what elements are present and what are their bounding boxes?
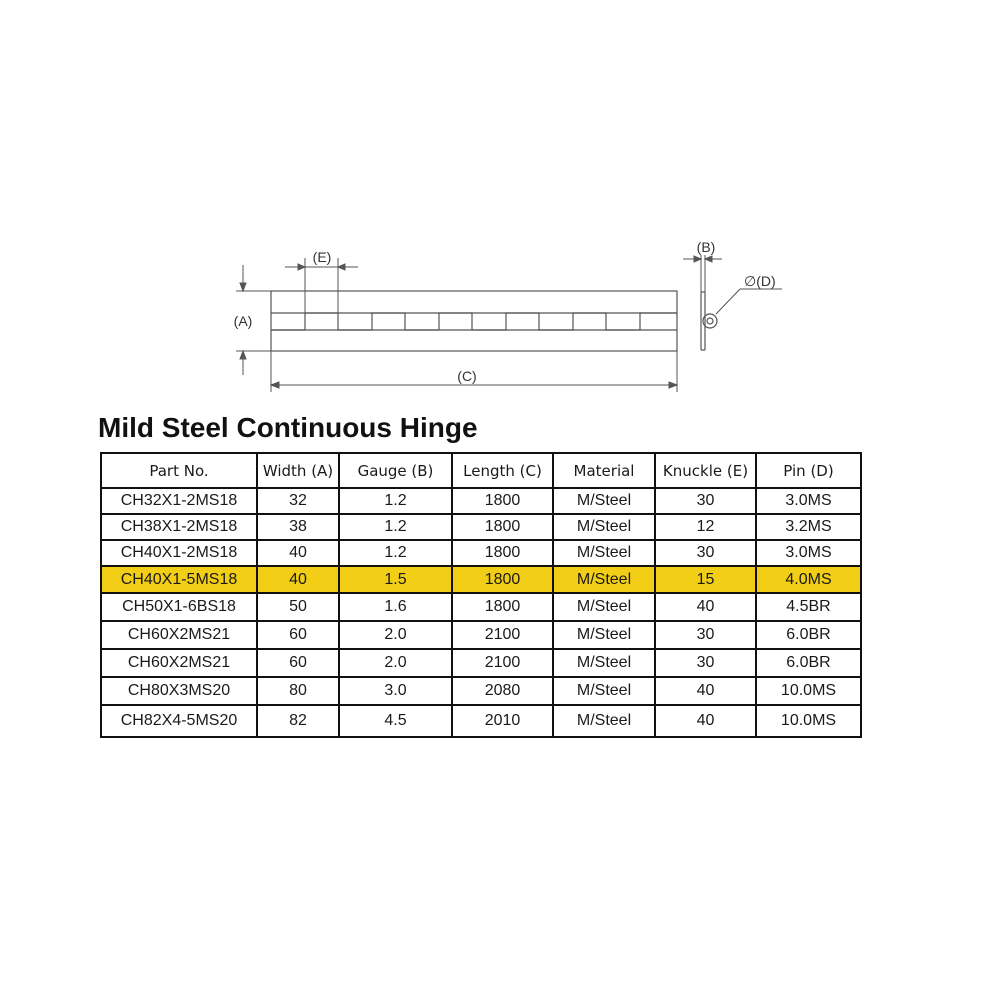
cell-gauge: 1.2 [339, 488, 452, 514]
header-part-no: Part No. [101, 453, 257, 488]
spec-table [100, 452, 862, 738]
cell-length: 2010 [452, 705, 553, 737]
cell-knuckle: 12 [655, 514, 756, 540]
cell-gauge: 1.5 [339, 566, 452, 593]
cell-material: M/Steel [553, 677, 655, 705]
cell-pin: 4.5BR [756, 593, 861, 621]
dimension-e [285, 258, 358, 313]
cell-part-no: CH60X2MS21 [101, 649, 257, 677]
cell-width: 60 [257, 621, 339, 649]
cell-length: 2100 [452, 621, 553, 649]
header-width: Width (A) [257, 453, 339, 488]
cell-gauge: 1.2 [339, 540, 452, 566]
cell-knuckle: 30 [655, 488, 756, 514]
cell-part-no: CH80X3MS20 [101, 677, 257, 705]
cell-width: 38 [257, 514, 339, 540]
table-row [101, 621, 861, 649]
table-row [101, 488, 861, 514]
header-row [101, 453, 861, 488]
cell-pin: 6.0BR [756, 649, 861, 677]
hinge-plan-view [271, 291, 677, 351]
knuckle-line [271, 313, 677, 330]
cell-length: 1800 [452, 593, 553, 621]
cell-material: M/Steel [553, 705, 655, 737]
cell-gauge: 4.5 [339, 705, 452, 737]
cell-width: 32 [257, 488, 339, 514]
label-b: (B) [696, 239, 716, 255]
cell-length: 1800 [452, 514, 553, 540]
cell-material: M/Steel [553, 621, 655, 649]
label-c: (C) [457, 368, 477, 384]
cell-part-no: CH60X2MS21 [101, 621, 257, 649]
cell-length: 2100 [452, 649, 553, 677]
table-row [101, 540, 861, 566]
cell-material: M/Steel [553, 593, 655, 621]
cell-pin: 3.0MS [756, 488, 861, 514]
cell-pin: 6.0BR [756, 621, 861, 649]
cell-length: 1800 [452, 566, 553, 593]
table-row [101, 705, 861, 737]
cell-width: 80 [257, 677, 339, 705]
cell-knuckle: 40 [655, 677, 756, 705]
cell-material: M/Steel [553, 540, 655, 566]
cell-knuckle: 30 [655, 649, 756, 677]
cell-gauge: 3.0 [339, 677, 452, 705]
header-gauge: Gauge (B) [339, 453, 452, 488]
cell-part-no: CH40X1-2MS18 [101, 540, 257, 566]
label-a: (A) [233, 313, 253, 329]
cell-part-no: CH50X1-6BS18 [101, 593, 257, 621]
cell-material: M/Steel [553, 488, 655, 514]
cell-knuckle: 40 [655, 705, 756, 737]
cell-width: 50 [257, 593, 339, 621]
cell-width: 82 [257, 705, 339, 737]
cell-width: 40 [257, 540, 339, 566]
page-title: Mild Steel Continuous Hinge [98, 412, 478, 443]
cell-knuckle: 40 [655, 593, 756, 621]
cell-pin: 10.0MS [756, 705, 861, 737]
table-row [101, 649, 861, 677]
header-material: Material [553, 453, 655, 488]
cell-length: 1800 [452, 540, 553, 566]
header-length: Length (C) [452, 453, 553, 488]
label-e: (E) [312, 249, 332, 265]
cell-pin: 3.2MS [756, 514, 861, 540]
cell-pin: 10.0MS [756, 677, 861, 705]
cell-part-no: CH38X1-2MS18 [101, 514, 257, 540]
cell-part-no: CH40X1-5MS18 [101, 566, 257, 593]
cell-gauge: 2.0 [339, 649, 452, 677]
cell-pin: 3.0MS [756, 540, 861, 566]
cell-knuckle: 30 [655, 621, 756, 649]
table-row [101, 514, 861, 540]
label-d: ∅(D) [744, 273, 776, 289]
hinge-side-view [701, 292, 717, 350]
hinge-technical-drawing [0, 0, 1000, 410]
cell-material: M/Steel [553, 649, 655, 677]
cell-material: M/Steel [553, 566, 655, 593]
table-row-highlighted [101, 566, 861, 593]
cell-part-no: CH82X4-5MS20 [101, 705, 257, 737]
hinge-outline [271, 291, 677, 351]
cell-gauge: 1.6 [339, 593, 452, 621]
cell-width: 60 [257, 649, 339, 677]
cell-part-no: CH32X1-2MS18 [101, 488, 257, 514]
cell-knuckle: 30 [655, 540, 756, 566]
cell-length: 2080 [452, 677, 553, 705]
table-row [101, 677, 861, 705]
cell-width: 40 [257, 566, 339, 593]
cell-gauge: 2.0 [339, 621, 452, 649]
cell-length: 1800 [452, 488, 553, 514]
cell-pin: 4.0MS [756, 566, 861, 593]
dimension-d [716, 289, 782, 314]
cell-gauge: 1.2 [339, 514, 452, 540]
dimension-b [683, 255, 722, 292]
header-pin: Pin (D) [756, 453, 861, 488]
header-knuckle: Knuckle (E) [655, 453, 756, 488]
cell-knuckle: 15 [655, 566, 756, 593]
table-row [101, 593, 861, 621]
cell-material: M/Steel [553, 514, 655, 540]
